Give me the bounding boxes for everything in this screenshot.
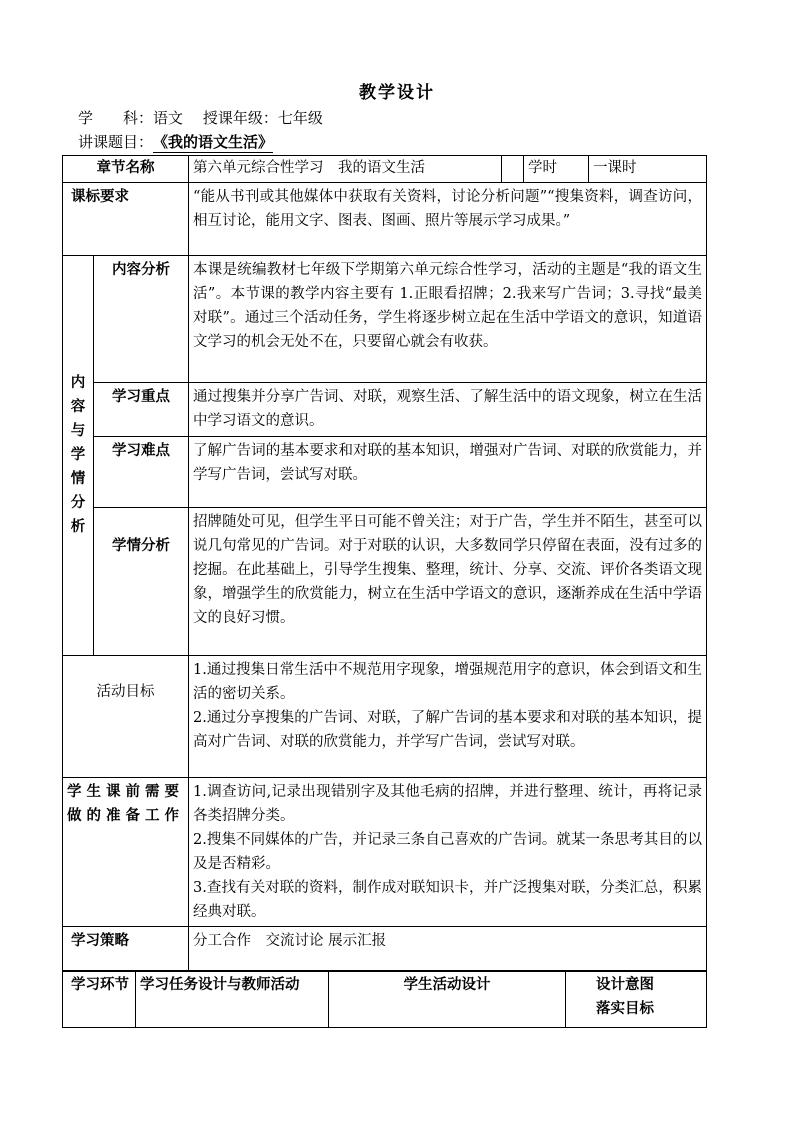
grade-label: 授课年级： — [202, 109, 278, 127]
group-char: 内 — [70, 373, 86, 391]
prep-item: 2.搜集不同媒体的广告，并记录三条自己喜欢的广告词。就某一条思考其目的以及是否精彩。 — [193, 832, 702, 872]
prep-row — [63, 778, 707, 927]
header-student-activity: 学生活动设计 — [329, 971, 566, 1028]
group-char: 与 — [70, 421, 86, 439]
goals-label: 活动目标 — [63, 656, 189, 778]
goal-item: 1.通过搜集日常生活中不规范用字现象，增强规范用字的意识，体会到语文和生活的密切关系。 — [193, 662, 702, 702]
document-title: 教学设计 — [359, 83, 435, 103]
goals-row — [63, 656, 707, 778]
strategy-row — [63, 927, 707, 972]
activity-header-row — [63, 971, 707, 1028]
group-char: 情 — [70, 469, 86, 487]
group-char: 学 — [70, 445, 86, 463]
analysis-group-label — [63, 256, 94, 656]
content-analysis-label: 内容分析 — [94, 256, 189, 383]
difficulty-row — [63, 437, 707, 508]
content-analysis-row — [63, 256, 707, 383]
header-design-intent — [566, 971, 707, 1028]
header-stage: 学习环节 — [63, 971, 136, 1028]
learner-label: 学情分析 — [94, 508, 189, 656]
focus-label: 学习重点 — [94, 383, 189, 437]
focus-row — [63, 383, 707, 437]
chapter-label: 章节名称 — [63, 156, 189, 183]
hours-label: 学时 — [524, 156, 589, 183]
focus-text: 通过搜集并分享广告词、对联，观察生活、了解生活中的语文现象，树立在生活中学习语文的意识。 — [189, 383, 707, 437]
meta-topic-line — [78, 131, 273, 153]
subject-value: 语文 — [153, 109, 184, 127]
difficulty-label: 学习难点 — [94, 437, 189, 508]
chapter-value: 第六单元综合性学习 我的语文生活 — [189, 156, 502, 183]
header-task-design: 学习任务设计与教师活动 — [136, 971, 329, 1028]
prep-item: 1.调查访问,记录出现错别字及其他毛病的招牌，并进行整理、统计，再将记录各类招牌分类。 — [193, 784, 702, 824]
standard-row — [63, 183, 707, 256]
goals-cell — [189, 656, 707, 778]
learner-text: 招牌随处可见，但学生平日可能不曾关注；对于广告，学生并不陌生，甚至可以说几句常见的广告词。对于对联的认识，大多数同学只停留在表面，没有过多的挖掘。在此基础上，引导学生搜集、整理，统计、分享、交流、评价各类语文现象，增强学生的欣赏能力，树立在生活中学语文的意识，逐渐养成在生活中学语文的良好习惯。 — [189, 508, 707, 656]
topic-value: 《我的语文生活》 — [153, 133, 274, 151]
chapter-blank-cell — [502, 156, 524, 183]
strategy-text: 分工合作 交流讨论 展示汇报 — [189, 927, 707, 972]
activity-header-table — [62, 970, 707, 1028]
group-char: 析 — [70, 517, 86, 535]
group-char: 容 — [70, 397, 86, 415]
prep-item: 3.查找有关对联的资料，制作成对联知识卡，并广泛搜集对联，分类汇总，积累经典对联。 — [193, 880, 702, 920]
difficulty-text: 了解广告词的基本要求和对联的基本知识，增强对广告词、对联的欣赏能力，并学写广告词，尝试写对联。 — [189, 437, 707, 508]
grade-value: 七年级 — [277, 109, 323, 127]
lesson-plan-table — [62, 155, 707, 972]
target-line: 落实目标 — [596, 1000, 654, 1017]
group-char: 分 — [70, 493, 86, 511]
design-intent-line: 设计意图 — [596, 976, 654, 993]
standard-label: 课标要求 — [63, 183, 189, 256]
learner-row — [63, 508, 707, 656]
prep-cell — [189, 778, 707, 927]
hours-value: 一课时 — [589, 156, 707, 183]
meta-subject-line — [78, 107, 323, 128]
topic-label: 讲课题目： — [78, 133, 154, 151]
content-analysis-text: 本课是统编教材七年级下学期第六单元综合性学习，活动的主题是“我的语文生活”。本节课的教学内容主要有 1.正眼看招牌；2.我来写广告词；3.寻找“最美对联”。通过三个活动任务，学生将逐步树立起在生活中学语文的意识，知道语文学习的机会无处不在，只要留心就会有收获。 — [189, 256, 707, 383]
chapter-row — [63, 156, 707, 183]
prep-label: 学生课前需要做的准备工作 — [63, 778, 189, 927]
subject-label: 学 科： — [78, 109, 154, 127]
standard-text: “能从书刊或其他媒体中获取有关资料，讨论分析问题”“搜集资料，调查访问，相互讨论，能用文字、图表、图画、照片等展示学习成果。” — [189, 183, 707, 256]
goal-item: 2.通过分享搜集的广告词、对联，了解广告词的基本要求和对联的基本知识，提高对广告词、对联的欣赏能力，并学写广告词，尝试写对联。 — [193, 710, 702, 750]
strategy-label: 学习策略 — [63, 927, 189, 972]
